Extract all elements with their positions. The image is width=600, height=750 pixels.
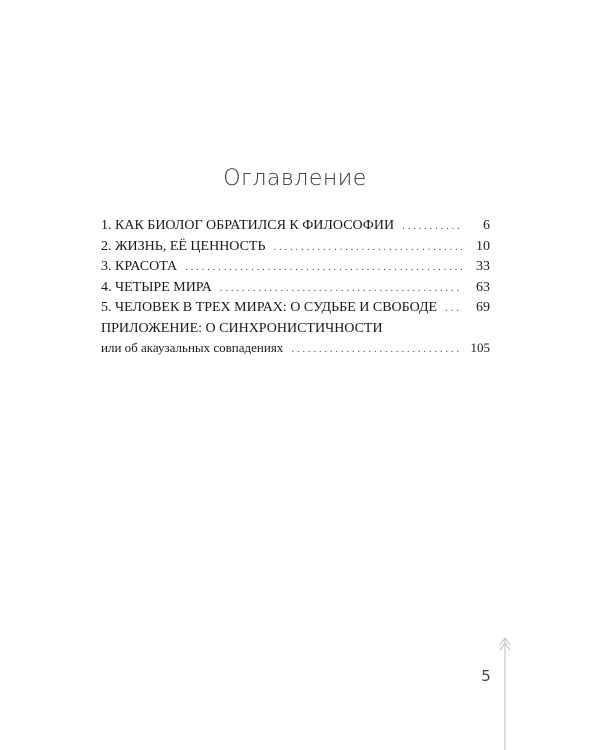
toc-entry-label: 1. КАК БИОЛОГ ОБРАТИЛСЯ К ФИЛОСОФИИ [101, 218, 395, 233]
dot-leader [445, 298, 462, 319]
dot-leader [274, 237, 462, 258]
toc-appendix-subtitle: или об акаузальных совпадениях [101, 340, 284, 355]
dot-leader [185, 257, 462, 278]
dot-leader [220, 278, 462, 299]
table-of-contents [101, 216, 490, 357]
toc-title: Оглавление [223, 166, 367, 191]
toc-entry-page: 6 [483, 218, 490, 233]
toc-appendix-entry[interactable] [101, 339, 490, 357]
toc-entry-page: 63 [476, 279, 490, 295]
toc-entry[interactable] [101, 257, 490, 278]
dot-leader [402, 216, 462, 237]
toc-entry-label: 4. ЧЕТЫРЕ МИРА [101, 279, 212, 295]
toc-entry[interactable] [101, 278, 490, 299]
toc-entry-page: 10 [476, 238, 490, 254]
toc-entry[interactable] [101, 216, 490, 237]
toc-entry-label: 2. ЖИЗНЬ, ЕЁ ЦЕННОСТЬ [101, 238, 266, 254]
toc-appendix-page: 105 [470, 340, 490, 355]
toc-entry-page: 69 [476, 300, 490, 315]
toc-appendix-heading[interactable]: ПРИЛОЖЕНИЕ: О СИНХРОНИСТИЧНОСТИ [101, 320, 383, 336]
dot-leader [291, 340, 462, 358]
toc-entry-page: 33 [476, 259, 490, 274]
toc-entry-label: 5. ЧЕЛОВЕК В ТРЕХ МИРАХ: О СУДЬБЕ И СВОБОДЕ [101, 300, 438, 315]
toc-entry[interactable] [101, 298, 490, 319]
arrow-up-icon [499, 636, 511, 750]
page-number: 5 [481, 667, 491, 685]
toc-entry-label: 3. КРАСОТА [101, 259, 178, 274]
toc-entry[interactable] [101, 237, 490, 258]
